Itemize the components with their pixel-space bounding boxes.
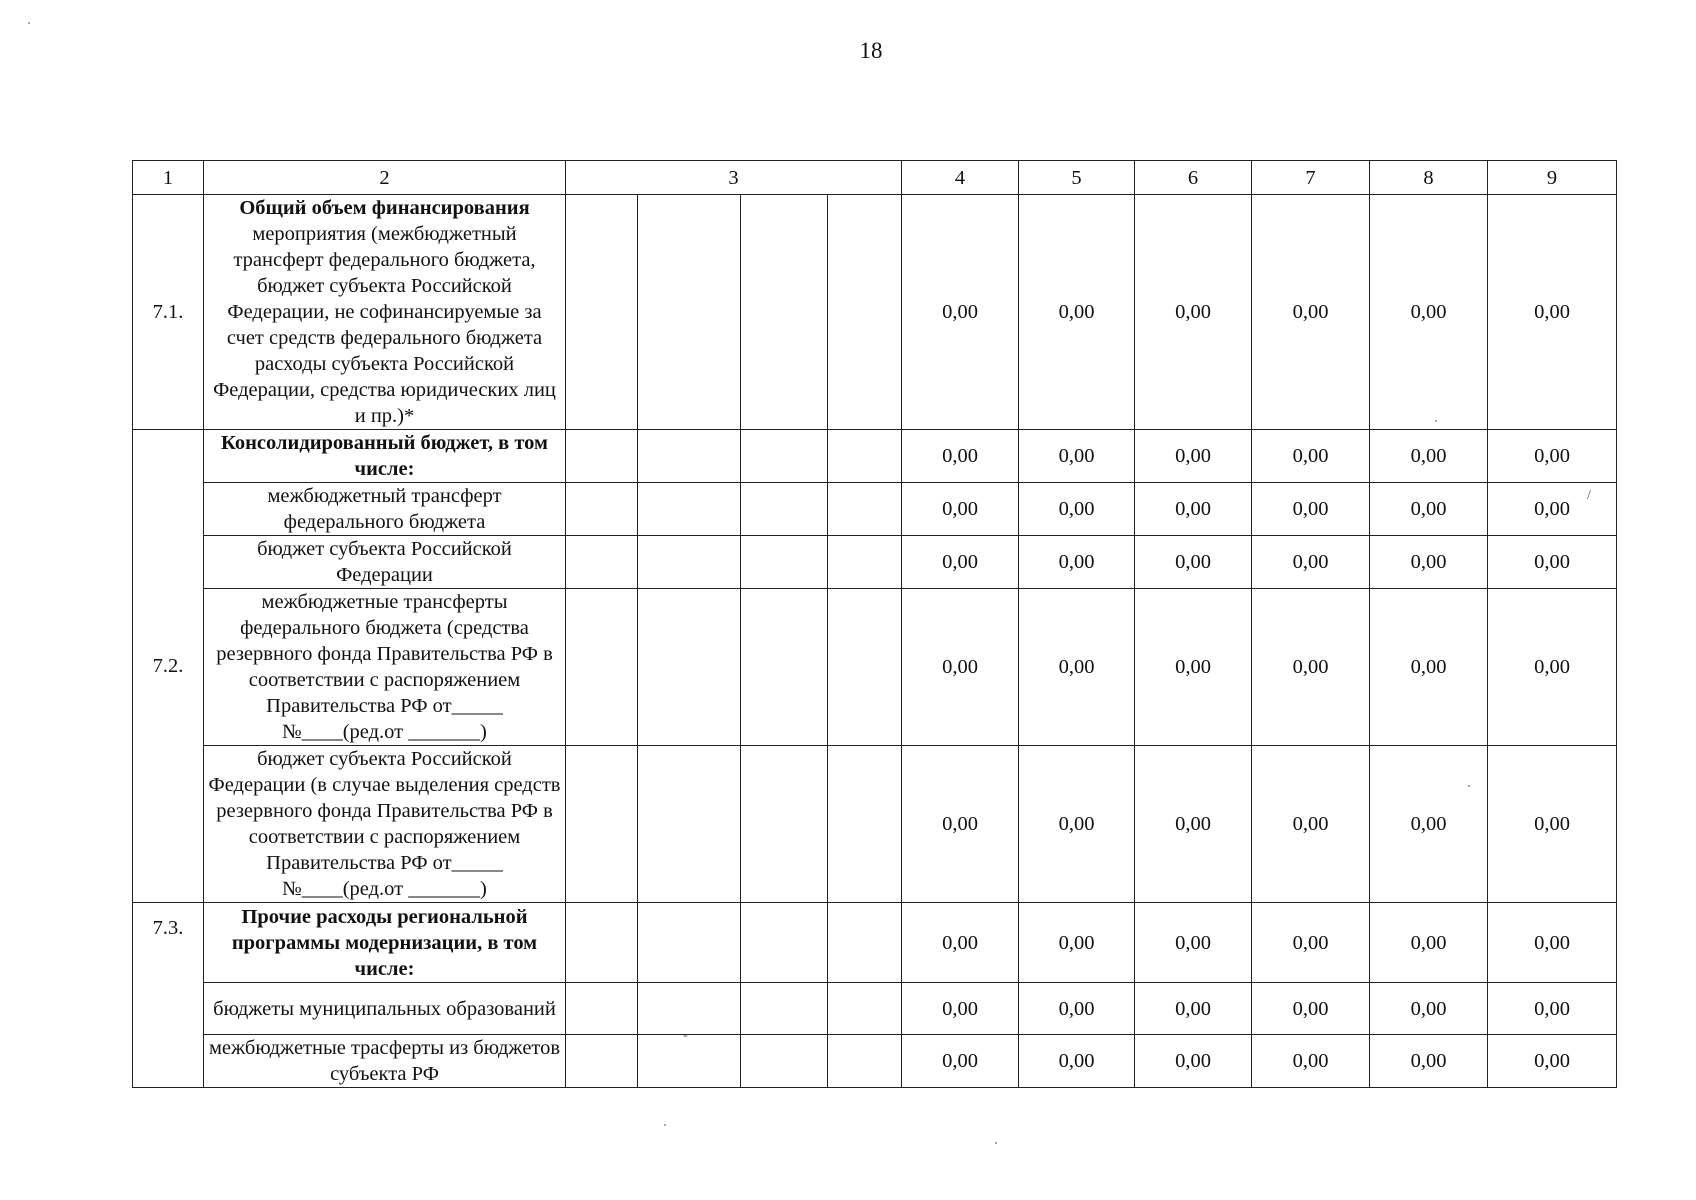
value-cell: 0,00	[1488, 746, 1617, 903]
header-cell-8: 8	[1370, 161, 1488, 195]
value-cell: 0,00	[1135, 1035, 1252, 1088]
table-row	[133, 195, 1617, 430]
blank-cell	[741, 536, 828, 589]
blank-cell	[638, 536, 741, 589]
blank-cell	[741, 430, 828, 483]
blank-cell	[828, 746, 902, 903]
value-cell: 0,00	[1135, 536, 1252, 589]
table-row	[133, 430, 1617, 483]
blank-cell	[638, 483, 741, 536]
value-cell: 0,00	[1252, 195, 1370, 430]
blank-cell	[638, 589, 741, 746]
row-description-rest: мероприятия (межбюджетный трансферт федерального бюджета, бюджет субъекта Российской Федерации, не софинансируемые за счет средств федерального бюджета расходы субъекта Российской Федерации, средства юридических лиц и пр.)*	[213, 223, 556, 427]
value-cell: 0,00	[1488, 536, 1617, 589]
value-cell: 0,00	[1488, 483, 1617, 536]
value-cell: 0,00	[1370, 903, 1488, 983]
value-cell: 0,00	[1252, 903, 1370, 983]
value-cell: 0,00	[1370, 195, 1488, 430]
value-cell: 0,00	[1252, 536, 1370, 589]
blank-cell	[828, 983, 902, 1035]
value-cell: 0,00	[1252, 983, 1370, 1035]
blank-cell	[741, 195, 828, 430]
value-cell: 0,00	[1019, 746, 1135, 903]
blank-cell	[828, 536, 902, 589]
value-cell: 0,00	[1370, 589, 1488, 746]
blank-cell	[828, 483, 902, 536]
table-header-row	[133, 161, 1617, 195]
row-description	[204, 195, 566, 430]
blank-cell	[566, 430, 638, 483]
blank-cell	[566, 1035, 638, 1088]
row-description-bold: Общий объем финансирования	[239, 197, 530, 219]
value-cell: 0,00	[902, 746, 1019, 903]
value-cell: 0,00	[1135, 430, 1252, 483]
value-cell: 0,00	[1488, 903, 1617, 983]
financing-table	[132, 160, 1617, 1088]
value-cell: 0,00	[1019, 1035, 1135, 1088]
value-cell: 0,00	[1488, 983, 1617, 1035]
table-row	[133, 589, 1617, 746]
header-cell-1: 1	[133, 161, 204, 195]
value-cell: 0,00	[1252, 483, 1370, 536]
value-cell: 0,00	[902, 589, 1019, 746]
blank-cell	[638, 1035, 741, 1088]
value-cell: 0,00	[1135, 746, 1252, 903]
header-cell-9: 9	[1488, 161, 1617, 195]
row-description: межбюджетные трасферты из бюджетов субъекта РФ	[204, 1035, 566, 1088]
scan-speck	[28, 22, 30, 24]
scan-speck	[1468, 785, 1470, 787]
stray-mark: -	[683, 1028, 688, 1043]
scan-speck	[1435, 420, 1437, 422]
value-cell: 0,00	[1135, 983, 1252, 1035]
value-cell: 0,00	[1370, 483, 1488, 536]
blank-cell	[638, 195, 741, 430]
table-row	[133, 983, 1617, 1035]
value-cell: 0,00	[1135, 903, 1252, 983]
table-row	[133, 746, 1617, 903]
value-cell: 0,00	[1488, 430, 1617, 483]
value-cell: 0,00	[1370, 430, 1488, 483]
value-cell: 0,00	[1135, 589, 1252, 746]
value-cell: 0,00	[1488, 195, 1617, 430]
blank-cell	[638, 746, 741, 903]
value-cell: 0,00	[902, 195, 1019, 430]
value-cell: 0,00	[1135, 483, 1252, 536]
blank-cell	[828, 195, 902, 430]
blank-cell	[828, 589, 902, 746]
blank-cell	[566, 746, 638, 903]
value-cell: 0,00	[1019, 430, 1135, 483]
value-cell: 0,00	[1019, 983, 1135, 1035]
table-row	[133, 483, 1617, 536]
blank-cell	[741, 589, 828, 746]
page-number: 18	[859, 38, 883, 63]
blank-cell	[741, 983, 828, 1035]
header-cell-6: 6	[1135, 161, 1252, 195]
value-cell: 0,00	[902, 430, 1019, 483]
value-cell: 0,00	[1252, 1035, 1370, 1088]
value-cell: 0,00	[902, 1035, 1019, 1088]
value-cell: 0,00	[902, 483, 1019, 536]
value-cell: 0,00	[1370, 1035, 1488, 1088]
blank-cell	[741, 483, 828, 536]
value-cell: 0,00	[1488, 1035, 1617, 1088]
blank-cell	[566, 903, 638, 983]
value-cell: 0,00	[1370, 983, 1488, 1035]
row-description: бюджеты муниципальных образований	[204, 983, 566, 1035]
row-description: межбюджетные трансферты федерального бюджета (средства резервного фонда Правительства РФ в соответствии с распоряжением Правительства РФ от_____ №____(ред.от _______)	[204, 589, 566, 746]
value-cell: 0,00	[1135, 195, 1252, 430]
value-cell: 0,00	[902, 536, 1019, 589]
blank-cell	[741, 903, 828, 983]
blank-cell	[566, 195, 638, 430]
row-description: бюджет субъекта Российской Федерации (в случае выделения средств резервного фонда Правительства РФ в соответствии с распоряжением Правительства РФ от_____ №____(ред.от _______)	[204, 746, 566, 903]
row-number: 7.3.	[133, 903, 204, 1088]
blank-cell	[741, 746, 828, 903]
value-cell: 0,00	[1019, 195, 1135, 430]
row-description: межбюджетный трансферт федерального бюджета	[204, 483, 566, 536]
value-cell: 0,00	[1252, 746, 1370, 903]
value-cell: 0,00	[1370, 746, 1488, 903]
blank-cell	[828, 903, 902, 983]
blank-cell	[566, 536, 638, 589]
header-cell-3: 3	[566, 161, 902, 195]
value-cell: 0,00	[1019, 483, 1135, 536]
value-cell: 0,00	[1370, 536, 1488, 589]
value-cell: 0,00	[1252, 430, 1370, 483]
row-number: 7.1.	[133, 195, 204, 430]
header-cell-7: 7	[1252, 161, 1370, 195]
blank-cell	[828, 1035, 902, 1088]
value-cell: 0,00	[1252, 589, 1370, 746]
scan-speck	[995, 1142, 997, 1144]
blank-cell	[566, 483, 638, 536]
value-cell: 0,00	[1019, 903, 1135, 983]
blank-cell	[828, 430, 902, 483]
value-cell: 0,00	[1488, 589, 1617, 746]
blank-cell	[638, 983, 741, 1035]
header-cell-2: 2	[204, 161, 566, 195]
blank-cell	[566, 589, 638, 746]
row-description: бюджет субъекта Российской Федерации	[204, 536, 566, 589]
scan-speck	[664, 1124, 666, 1126]
table-row	[133, 903, 1617, 983]
table-row	[133, 536, 1617, 589]
table-row	[133, 1035, 1617, 1088]
row-description: Прочие расходы региональной программы модернизации, в том числе:	[204, 903, 566, 983]
value-cell: 0,00	[1019, 536, 1135, 589]
blank-cell	[638, 903, 741, 983]
blank-cell	[741, 1035, 828, 1088]
header-cell-4: 4	[902, 161, 1019, 195]
value-cell: 0,00	[902, 983, 1019, 1035]
blank-cell	[638, 430, 741, 483]
row-description: Консолидированный бюджет, в том числе:	[204, 430, 566, 483]
stray-mark: /	[1587, 488, 1591, 503]
value-cell: 0,00	[902, 903, 1019, 983]
header-cell-5: 5	[1019, 161, 1135, 195]
blank-cell	[566, 983, 638, 1035]
row-number: 7.2.	[133, 430, 204, 903]
value-cell: 0,00	[1019, 589, 1135, 746]
